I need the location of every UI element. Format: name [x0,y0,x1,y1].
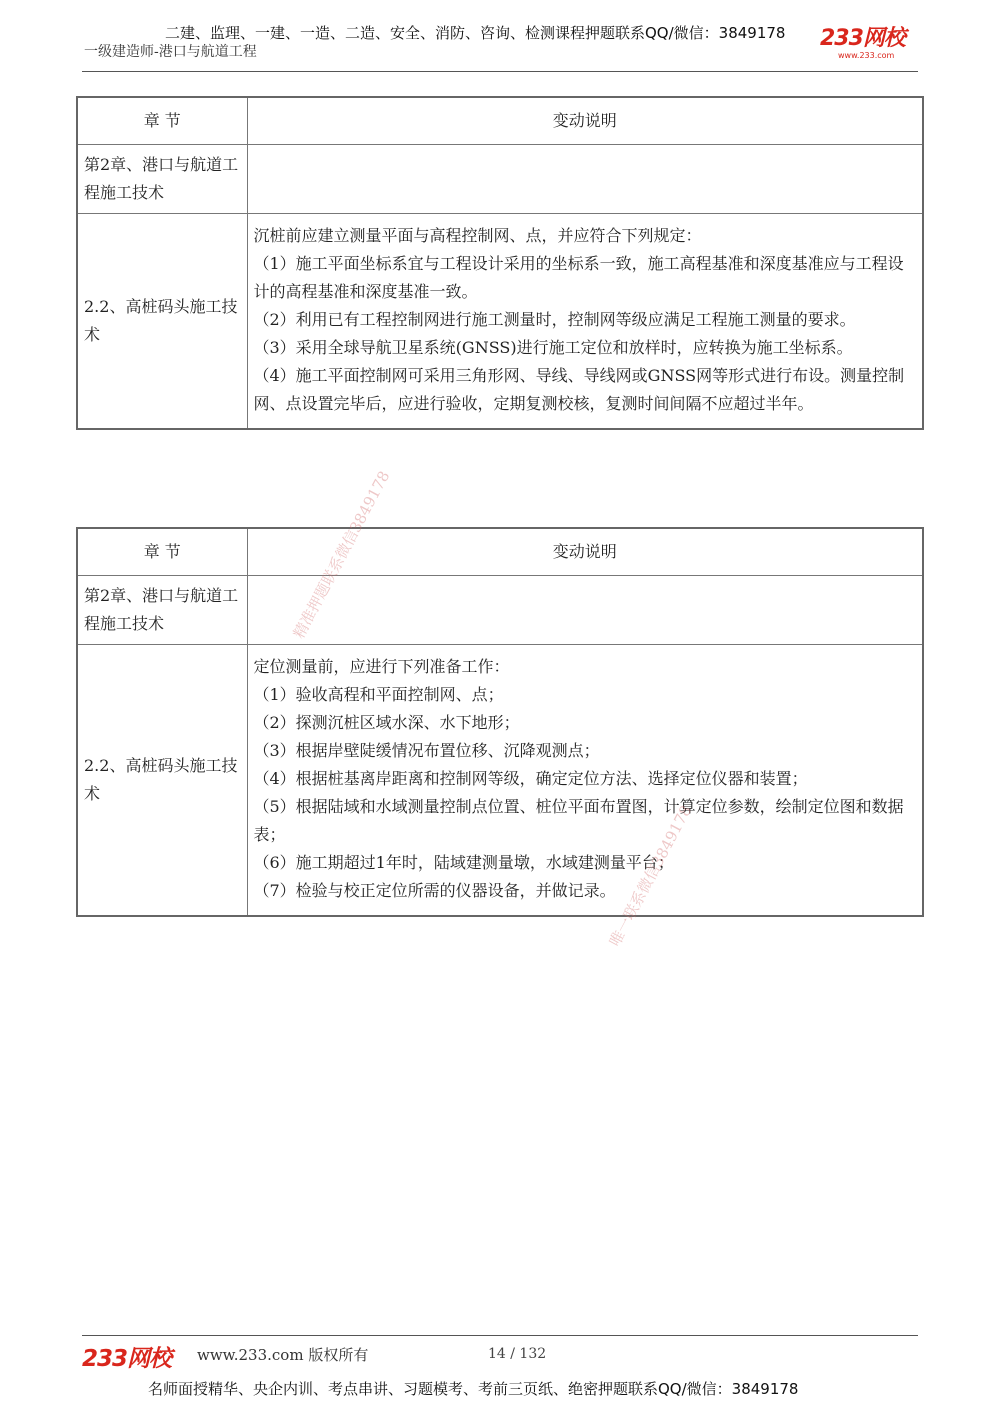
description-line: （7）检验与校正定位所需的仪器设备，并做记录。 [253,881,616,900]
chapter-description-cell [247,576,923,645]
chapter-cell: 第2章、港口与航道工程施工技术 [77,576,247,645]
watermark-text: 唯一联系微信3849178 [605,802,696,950]
description-line: 沉桩前应建立测量平面与高程控制网、点，并应符合下列规定： [253,226,702,245]
table-header-row [77,97,923,145]
footer-banner: 名师面授精华、央企内训、考点串讲、习题模考、考前三页纸、绝密押题联系QQ/微信：3849178 [148,1380,799,1398]
chapter-cell: 第2章、港口与航道工程施工技术 [77,145,247,214]
table-row-section [77,645,923,917]
section-description-cell [247,214,923,430]
chapter-description-cell [247,145,923,214]
table-row-chapter [77,145,923,214]
description-line: （2）利用已有工程控制网进行施工测量时，控制网等级应满足工程施工测量的要求。 [253,310,856,329]
column-header-description: 变动说明 [247,528,923,576]
section-description-cell [247,645,923,917]
table-row-section [77,214,923,430]
page-number: 14 / 132 [488,1346,547,1362]
footer-copyright: www.233.com 版权所有 [197,1346,369,1364]
brand-logo [820,28,905,60]
section-cell: 2.2、高桩码头施工技术 [77,645,247,917]
description-line: （4）施工平面控制网可采用三角形网、导线、导线网或GNSS网等形式进行布设。测量控制网、点设置完毕后，应进行验收，定期复测校核，复测时间间隔不应超过半年。 [253,366,905,413]
description-line: （3）根据岸壁陡缓情况布置位移、沉降观测点； [253,741,600,760]
change-table-2 [76,527,924,917]
footer-logo-text: 233网校 [82,1346,172,1372]
description-line: 定位测量前，应进行下列准备工作： [253,657,510,676]
column-header-chapter: 章 节 [77,97,247,145]
watermark-text: 精准押题联系微信3849178 [289,467,394,642]
description-line: （2）探测沉桩区域水深、水下地形； [253,713,520,732]
description-line: （5）根据陆域和水域测量控制点位置、桩位平面布置图，计算定位参数，绘制定位图和数据表； [253,797,904,844]
footer-divider [82,1335,918,1336]
description-line: （6）施工期超过1年时，陆域建测量墩，水域建测量平台； [253,853,674,872]
column-header-description: 变动说明 [247,97,923,145]
section-cell: 2.2、高桩码头施工技术 [77,214,247,430]
header-banner: 二建、监理、一建、一造、二造、安全、消防、咨询、检测课程押题联系QQ/微信：3849178 [165,24,786,42]
header-divider [82,71,918,72]
description-line: （4）根据桩基离岸距离和控制网等级，确定定位方法、选择定位仪器和装置； [253,769,808,788]
table-row-chapter [77,576,923,645]
description-line: （1）施工平面坐标系宜与工程设计采用的坐标系一致，施工高程基准和深度基准应与工程设计的高程基准和深度基准一致。 [253,254,904,301]
brand-logo-text: 233网校 [820,26,905,51]
column-header-chapter: 章 节 [77,528,247,576]
document-subtitle: 一级建造师-港口与航道工程 [84,44,257,60]
description-line: （1）验收高程和平面控制网、点； [253,685,504,704]
change-table-1 [76,96,924,430]
table-header-row [77,528,923,576]
description-line: （3）采用全球导航卫星系统(GNSS)进行施工定位和放样时，应转换为施工坐标系。 [253,338,853,357]
brand-logo-url: www.233.com [838,51,895,60]
